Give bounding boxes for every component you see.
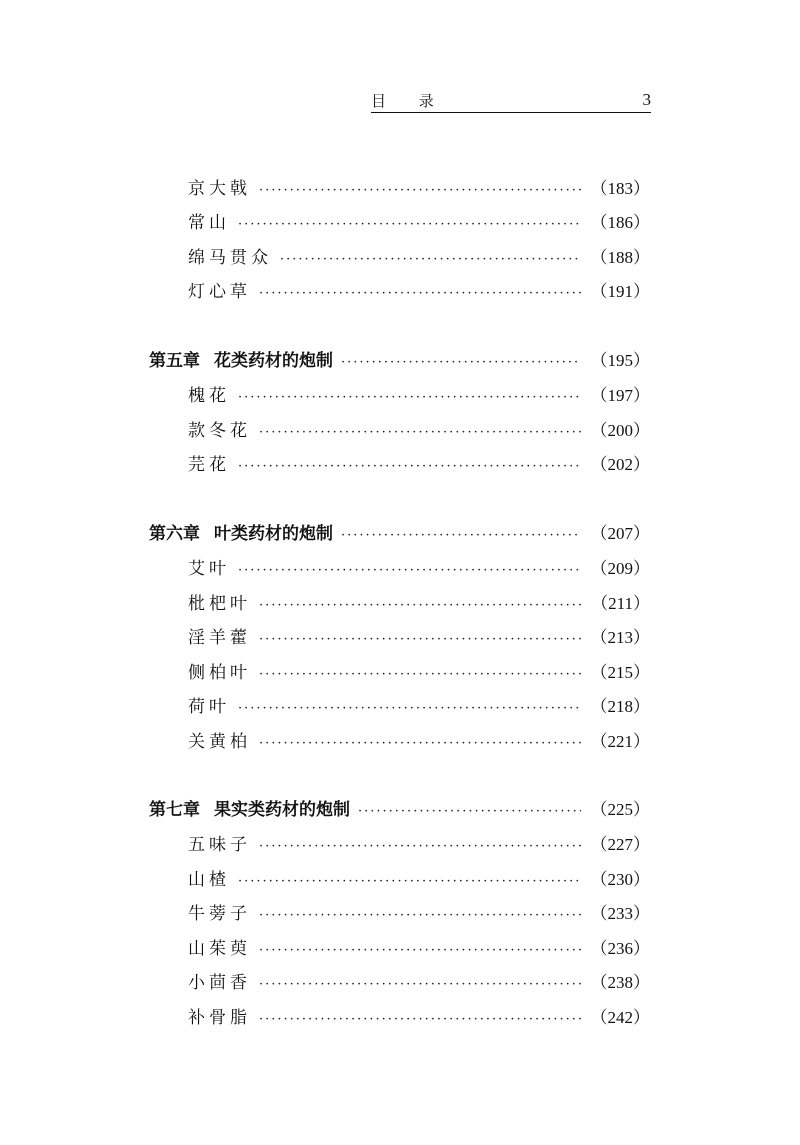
entry-label: 枇杷叶 [188, 594, 251, 614]
entry-page: （242） [590, 1008, 650, 1027]
toc-entry[interactable] [188, 1003, 650, 1027]
entry-page: （233） [590, 904, 650, 923]
dot-leader [238, 701, 581, 716]
toc-entry[interactable] [188, 589, 650, 613]
entry-label: 绵马贯众 [188, 248, 272, 268]
toc-entry[interactable] [188, 277, 650, 301]
entry-page: （191） [590, 282, 650, 301]
entry-label: 牛蒡子 [188, 904, 251, 924]
dot-leader [238, 563, 581, 578]
chapter-number: 第六章 [149, 524, 200, 544]
entry-label: 荷叶 [188, 697, 230, 717]
chapter-number: 第七章 [149, 800, 200, 820]
dot-leader [259, 839, 581, 854]
toc-entry[interactable] [188, 727, 650, 751]
toc-entry[interactable] [188, 865, 650, 889]
entry-page: （230） [590, 870, 650, 889]
entry-label: 常山 [188, 213, 230, 233]
toc-chapter-heading[interactable] [149, 795, 650, 819]
toc-chapter-heading[interactable] [149, 346, 650, 370]
toc-entry[interactable] [188, 243, 650, 267]
dot-leader [238, 217, 581, 232]
entry-label: 灯心草 [188, 282, 251, 302]
dot-leader [341, 528, 581, 543]
entry-label: 补骨脂 [188, 1008, 251, 1028]
dot-leader [238, 459, 581, 474]
entry-label: 小茴香 [188, 973, 251, 993]
chapter-title: 叶类药材的炮制 [214, 524, 333, 544]
toc-entry[interactable] [188, 692, 650, 716]
entry-page: （238） [590, 973, 650, 992]
dot-leader [259, 286, 581, 301]
chapter-number: 第五章 [149, 351, 200, 371]
entry-label: 款冬花 [188, 421, 251, 441]
entry-label: 侧柏叶 [188, 663, 251, 683]
entry-label: 槐花 [188, 386, 230, 406]
toc-entry[interactable] [188, 934, 650, 958]
entry-label: 芫花 [188, 455, 230, 475]
entry-page: （186） [590, 213, 650, 232]
toc-entry[interactable] [188, 830, 650, 854]
entry-page: （213） [590, 628, 650, 647]
dot-leader [259, 736, 581, 751]
entry-page: （209） [590, 559, 650, 578]
entry-label: 艾叶 [188, 559, 230, 579]
chapter-page: （195） [590, 351, 650, 370]
toc-entry[interactable] [188, 623, 650, 647]
toc-entry[interactable] [188, 208, 650, 232]
entry-page: （218） [590, 697, 650, 716]
dot-leader [238, 874, 581, 889]
chapter-title: 花类药材的炮制 [214, 351, 333, 371]
dot-leader [358, 804, 581, 819]
dot-leader [259, 425, 581, 440]
entry-page: （202） [590, 455, 650, 474]
dot-leader [280, 252, 581, 267]
entry-page: （236） [590, 939, 650, 958]
dot-leader [259, 632, 581, 647]
entry-page: （183） [590, 179, 650, 198]
entry-label: 淫羊藿 [188, 628, 251, 648]
dot-leader [259, 943, 581, 958]
entry-page: （197） [590, 386, 650, 405]
entry-label: 山茱萸 [188, 939, 251, 959]
dot-leader [259, 908, 581, 923]
entry-label: 关黄柏 [188, 732, 251, 752]
toc-entry[interactable] [188, 450, 650, 474]
dot-leader [259, 183, 581, 198]
dot-leader [341, 355, 581, 370]
dot-leader [259, 667, 581, 682]
toc-entry[interactable] [188, 381, 650, 405]
chapter-page: （225） [590, 800, 650, 819]
toc-entry[interactable] [188, 658, 650, 682]
dot-leader [259, 1012, 581, 1027]
entry-label: 五味子 [188, 835, 251, 855]
dot-leader [238, 390, 581, 405]
dot-leader [259, 598, 581, 613]
toc-entry[interactable] [188, 174, 650, 198]
toc-chapter-heading[interactable] [149, 519, 650, 543]
toc-entry[interactable] [188, 968, 650, 992]
toc-entry[interactable] [188, 554, 650, 578]
entry-page: （211） [591, 594, 650, 613]
chapter-title: 果实类药材的炮制 [214, 800, 350, 820]
entry-label: 京大戟 [188, 179, 251, 199]
entry-label: 山楂 [188, 870, 230, 890]
chapter-page: （207） [590, 524, 650, 543]
toc-entry[interactable] [188, 899, 650, 923]
toc-entry[interactable] [188, 416, 650, 440]
dot-leader [259, 977, 581, 992]
entry-page: （188） [590, 248, 650, 267]
header-title: 目 录 [371, 92, 448, 110]
entry-page: （200） [590, 421, 650, 440]
entry-page: （215） [590, 663, 650, 682]
entry-page: （227） [590, 835, 650, 854]
entry-page: （221） [590, 732, 650, 751]
header-page-number: 3 [642, 90, 651, 109]
